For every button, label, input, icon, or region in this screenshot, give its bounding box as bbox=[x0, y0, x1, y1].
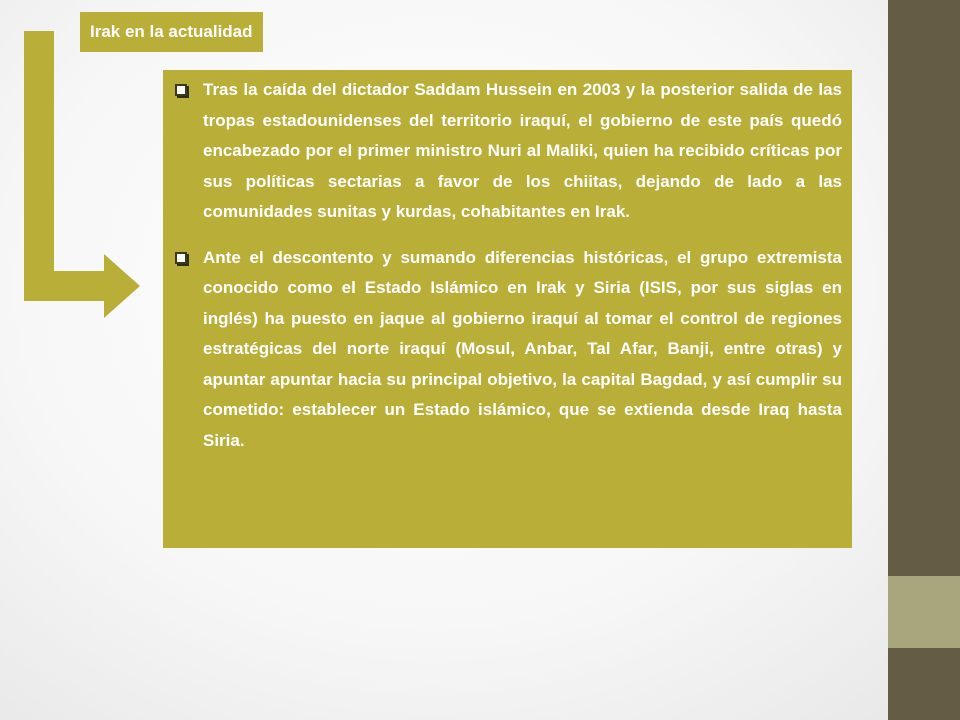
side-band-middle bbox=[888, 576, 960, 648]
content-box bbox=[163, 70, 852, 548]
checkbox-icon bbox=[175, 84, 187, 96]
bullet-text: Ante el descontento y sumando diferencias históricas, el grupo extremista conocido como el Estado Islámico en Irak y Siria (ISIS, por sus siglas en inglés) ha puesto en jaque al gobierno iraquí al tomar el control de regiones estratégicas del norte iraquí (Mosul, Anbar, Tal Afar, Banji, entre otras) y apuntar apuntar hacia su principal objetivo, la capital Bagdad, y así cumplir su cometido: establecer un Estado islámico, que se extienda desde Iraq hasta Siria. bbox=[203, 247, 842, 450]
bullet-item bbox=[175, 243, 842, 457]
bullet-text: Tras la caída del dictador Saddam Hussein en 2003 y la posterior salida de las tropas estadounidenses del territorio iraquí, el gobierno de este país quedó encabezado por el primer ministro Nuri al Maliki, quien ha recibido críticas por sus políticas sectarias a favor de los chiitas, dejando de lado a las comunidades sunitas y kurdas, cohabitantes en Irak. bbox=[203, 80, 842, 221]
side-band-top bbox=[888, 0, 960, 576]
slide-title: Irak en la actualidad bbox=[80, 12, 263, 52]
bullet-item bbox=[175, 75, 842, 228]
side-band-bottom bbox=[888, 648, 960, 720]
checkbox-icon bbox=[175, 252, 187, 264]
